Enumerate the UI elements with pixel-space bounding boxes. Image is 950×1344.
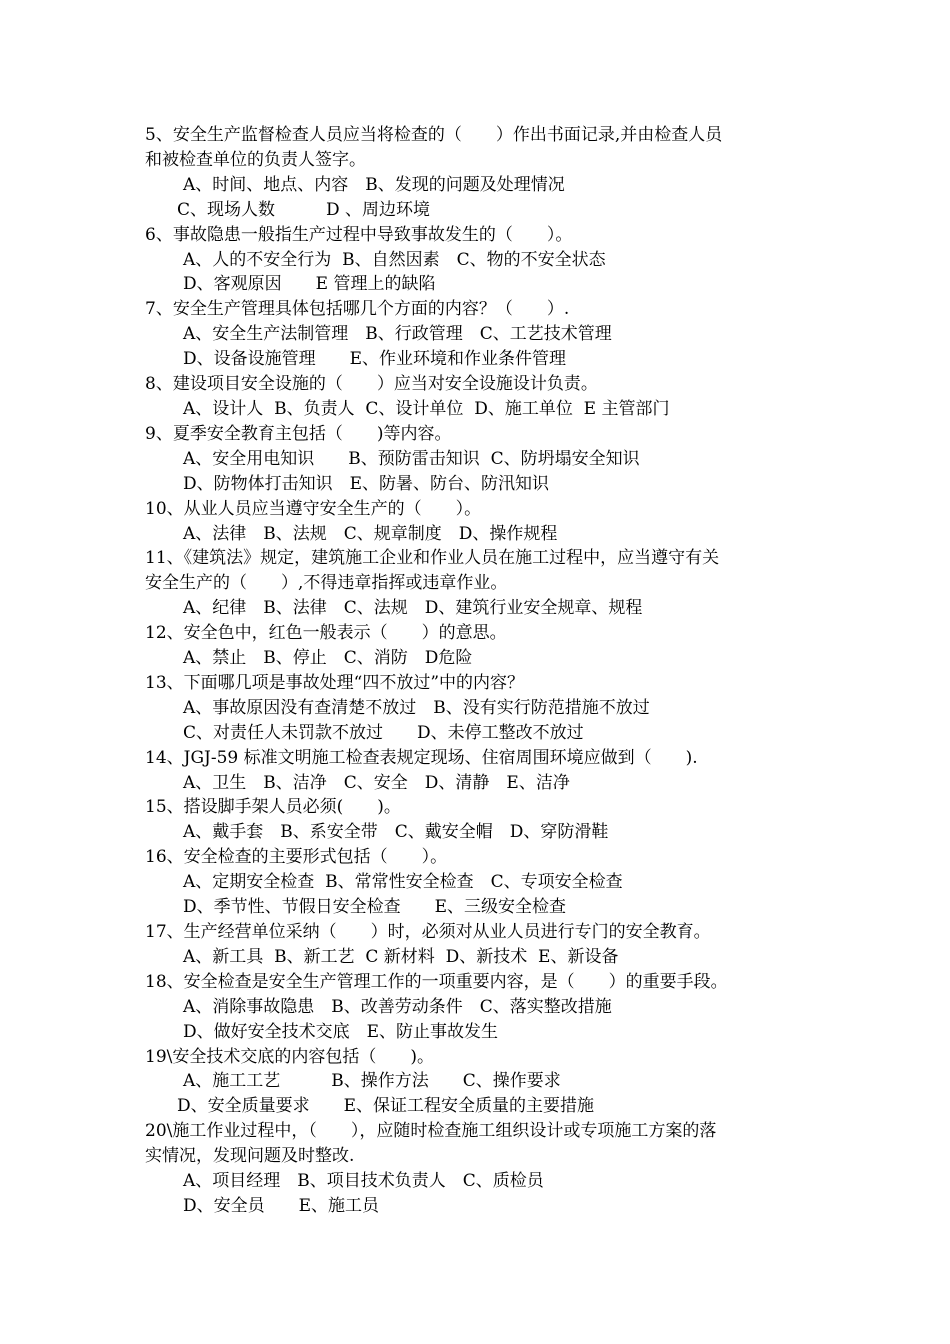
question-19: 19\安全技术交底的内容包括（ )。: [145, 1046, 434, 1067]
question-16-options-1: A、定期安全检查 B、常常性安全检查 C、专项安全检查: [183, 872, 623, 893]
question-16: 16、安全检查的主要形式包括（ ）。: [145, 847, 448, 868]
question-14: 14、JGJ-59 标准文明施工检查表规定现场、住宿周围环境应做到（ ).: [145, 747, 698, 768]
question-9-options-1: A、安全用电知识 B、预防雷击知识 C、防坍塌安全知识: [183, 448, 640, 469]
question-5-line-1: 5、安全生产监督检查人员应当将检查的（ ）作出书面记录,并由检查人员: [145, 125, 723, 145]
question-8: 8、建设项目安全设施的（ ）应当对安全设施设计负责。: [145, 374, 598, 395]
question-8-options: A、设计人 B、负责人 C、设计单位 D、施工单位 E 主管部门: [183, 398, 670, 419]
question-20-options-2: D、安全员 E、施工员: [183, 1195, 380, 1216]
question-list: [145, 123, 810, 1219]
question-20-line-2: 实情况，发现问题及时整改.: [145, 1146, 355, 1167]
question-11-options: A、纪律 B、法律 C、法规 D、建筑行业安全规章、规程: [183, 598, 643, 619]
question-10: 10、从业人员应当遵守安全生产的（ ）。: [145, 498, 482, 519]
question-18-options-1: A、消除事故隐患 B、改善劳动条件 C、落实整改措施: [183, 996, 612, 1017]
question-13: 13、下面哪几项是事故处理“四不放过”中的内容？: [145, 672, 525, 693]
question-17-options: A、新工具 B、新工艺 C 新材料 D、新技术 E、新设备: [183, 946, 619, 967]
question-13-options-1: A、事故原因没有查清楚不放过 B、没有实行防范措施不放过: [183, 697, 650, 718]
question-20-line-1: 20\施工作业过程中，（ ），应随时检查施工组织设计或专项施工方案的落: [145, 1121, 717, 1142]
question-9-options-2: D、防物体打击知识 E、防暑、防台、防汛知识: [183, 473, 550, 494]
question-12-options: A、禁止 B、停止 C、消防 D危险: [183, 648, 473, 669]
question-19-options-1: A、施工工艺 B、操作方法 C、操作要求: [183, 1071, 561, 1092]
question-6-options-1: A、人的不安全行为 B、自然因素 C、物的不安全状态: [183, 249, 606, 270]
question-12: 12、安全色中，红色一般表示（ ）的意思。: [145, 623, 507, 644]
question-5-line-2: 和被检查单位的负责人签字。: [145, 149, 366, 170]
question-17: 17、生产经营单位采纳（ ）时，必须对从业人员进行专门的安全教育。: [145, 922, 711, 942]
question-14-options: A、卫生 B、洁净 C、安全 D、清静 E、洁净: [183, 772, 570, 793]
question-13-options-2: C、对责任人未罚款不放过 D、未停工整改不放过: [183, 722, 584, 743]
question-11-line-1: 11、《建筑法》规定，建筑施工企业和作业人员在施工过程中，应当遵守有关: [145, 548, 720, 569]
question-7-options-1: A、安全生产法制管理 B、行政管理 C、工艺技术管理: [183, 324, 612, 345]
question-20-options-1: A、项目经理 B、项目技术负责人 C、质检员: [183, 1171, 544, 1192]
question-19-options-2: D、安全质量要求 E、保证工程安全质量的主要措施: [177, 1096, 595, 1117]
question-5-options-1: A、时间、地点、内容 B、发现的问题及处理情况: [183, 174, 565, 195]
question-18: 18、安全检查是安全生产管理工作的一项重要内容，是（ ）的重要手段。: [145, 971, 728, 992]
question-18-options-2: D、做好安全技术交底 E、防止事故发生: [183, 1021, 499, 1042]
question-6: 6、事故隐患一般指生产过程中导致事故发生的（ ）。: [145, 224, 573, 245]
question-11-line-2: 安全生产的（ ）,不得违章指挥或违章作业。: [145, 573, 508, 594]
question-9: 9、夏季安全教育主包括（ )等内容。: [145, 423, 452, 444]
question-7: 7、安全生产管理具体包括哪几个方面的内容？（ ）.: [145, 299, 570, 320]
question-15: 15、搭设脚手架人员必须( )。: [145, 797, 401, 818]
question-5-options-2: C、现场人数 D 、周边环境: [177, 199, 431, 220]
question-15-options: A、戴手套 B、系安全带 C、戴安全帽 D、穿防滑鞋: [183, 822, 609, 843]
question-16-options-2: D、季节性、节假日安全检查 E、三级安全检查: [183, 897, 567, 918]
question-10-options: A、法律 B、法规 C、规章制度 D、操作规程: [183, 523, 558, 544]
question-7-options-2: D、设备设施管理 E、作业环境和作业条件管理: [183, 349, 567, 370]
question-6-options-2: D、客观原因 E 管理上的缺陷: [183, 274, 436, 295]
